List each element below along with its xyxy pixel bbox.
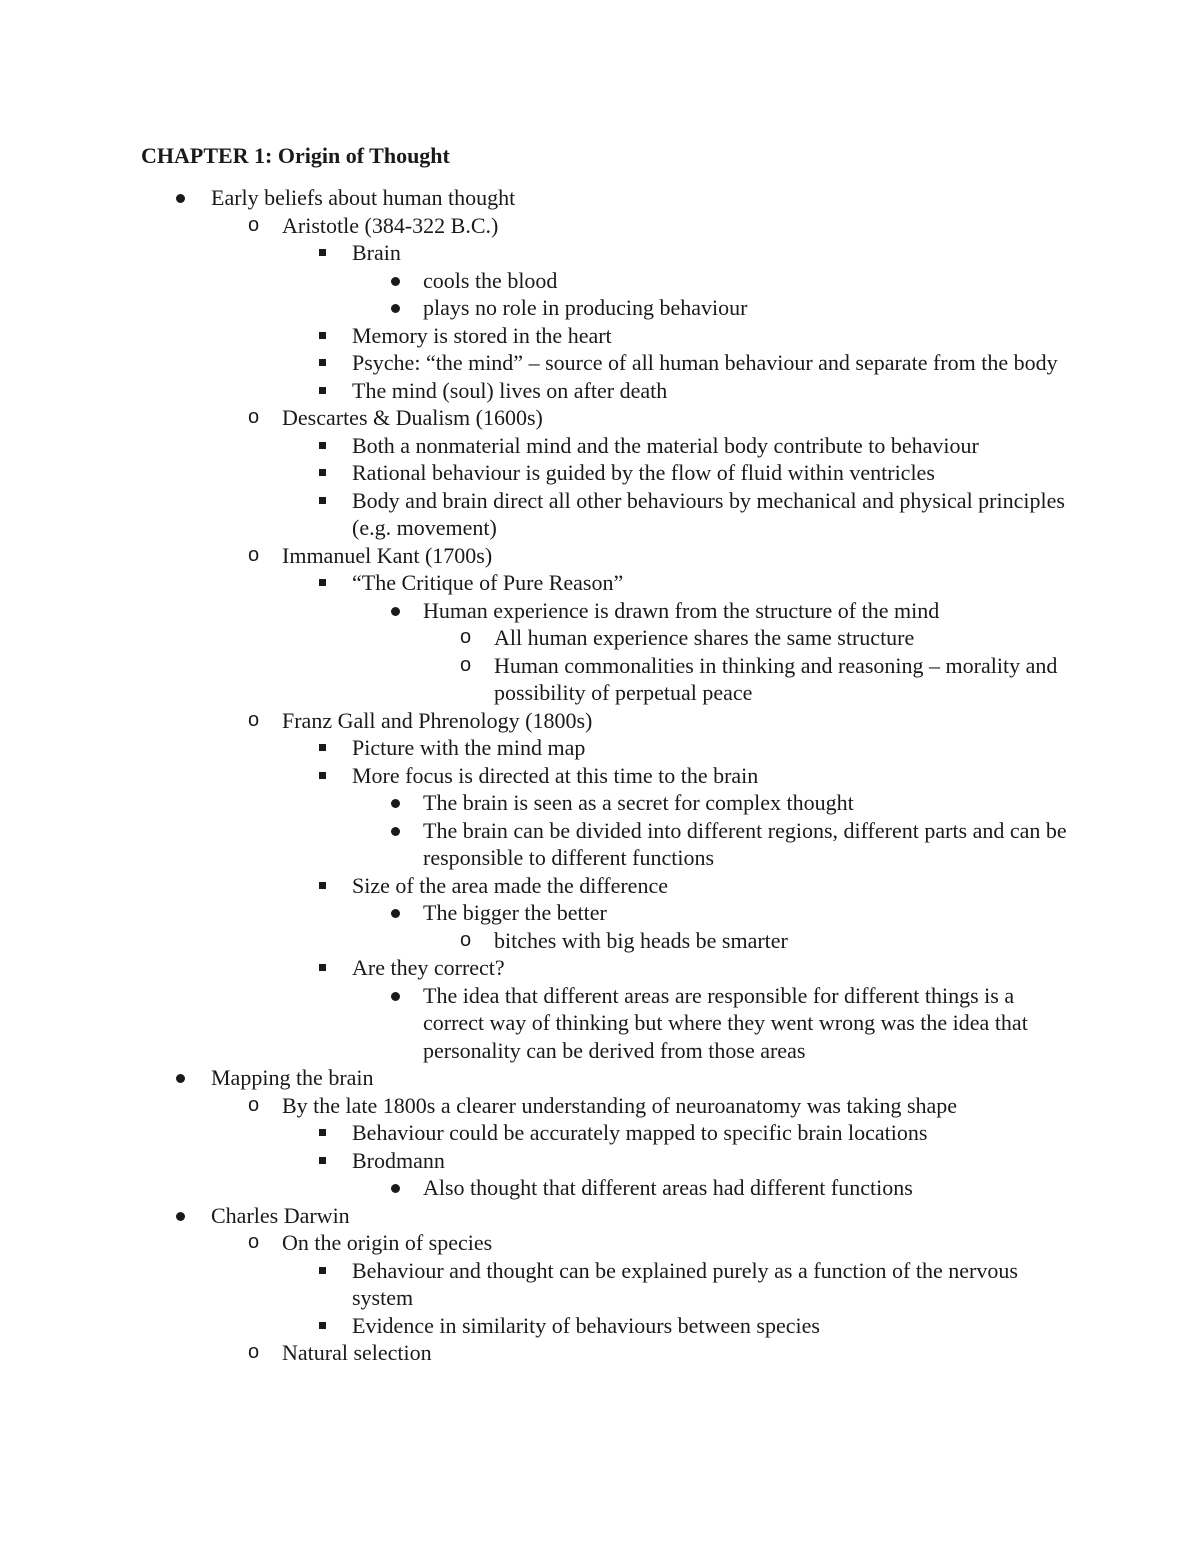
outline-item [0, 762, 1200, 790]
outline-item-text: Behaviour and thought can be explained purely as a function of the nervous system [352, 1257, 1018, 1310]
outline-item [0, 1092, 1200, 1120]
outline-item-text: Brodmann [352, 1147, 445, 1173]
outline-item [0, 1119, 1200, 1147]
outline-item [0, 954, 1200, 982]
outline-item [0, 624, 1200, 652]
outline-item [0, 377, 1200, 405]
outline-item [0, 789, 1200, 817]
outline-item-text: Human commonalities in thinking and reasoning – morality and possibility of perpetual peace [494, 652, 1058, 705]
outline-item-text: cools the blood [423, 267, 558, 293]
outline-item-text: Behaviour could be accurately mapped to specific brain locations [352, 1120, 928, 1145]
outline-item-text: Size of the area made the difference [352, 872, 668, 898]
outline-item [0, 349, 1200, 377]
outline-item [0, 1202, 1200, 1230]
outline-item-text: Both a nonmaterial mind and the material body contribute to behaviour [352, 432, 979, 458]
outline-item [0, 927, 1200, 955]
outline-item [0, 267, 1200, 295]
outline-item [0, 569, 1200, 597]
outline-item-text: Franz Gall and Phrenology (1800s) [282, 707, 593, 733]
outline-item [0, 707, 1200, 735]
outline-item-text: On the origin of species [282, 1230, 493, 1255]
outline-item [0, 817, 1200, 872]
outline-item [0, 239, 1200, 267]
outline-item-text: The brain can be divided into different regions, different parts and can be responsible to different functions [423, 817, 1067, 870]
outline-item [0, 487, 1200, 542]
outline-item [0, 1257, 1200, 1312]
outline-item-text: More focus is directed at this time to the brain [352, 762, 759, 788]
outline-item-text: Also thought that different areas had different functions [423, 1175, 913, 1200]
outline-item [0, 542, 1200, 570]
outline-list [0, 184, 1200, 1367]
outline-item [0, 734, 1200, 762]
outline-item-text: Human experience is drawn from the structure of the mind [423, 597, 940, 623]
outline-item-text: Evidence in similarity of behaviours between species [352, 1312, 820, 1338]
outline-item-text: Aristotle (384-322 B.C.) [282, 212, 499, 238]
outline-item-text: bitches with big heads be smarter [494, 927, 788, 953]
outline-item-text: All human experience shares the same structure [494, 625, 915, 650]
outline-item [0, 982, 1200, 1065]
outline-item-text: plays no role in producing behaviour [423, 295, 748, 320]
outline-item [0, 1064, 1200, 1092]
outline-item-text: Body and brain direct all other behaviours by mechanical and physical principles (e.g. movement) [352, 487, 1065, 540]
outline-item-text: Are they correct? [352, 955, 505, 980]
outline-item [0, 404, 1200, 432]
outline-item [0, 322, 1200, 350]
outline-item-text: The idea that different areas are responsible for different things is a correct way of thinking but where they went wrong was the idea that personality can be derived from those areas [423, 982, 1028, 1063]
outline-item-text: Brain [352, 240, 401, 265]
outline-item [0, 212, 1200, 240]
outline-item-text: “The Critique of Pure Reason” [352, 570, 624, 595]
outline-item-text: The brain is seen as a secret for complex thought [423, 790, 854, 815]
page-title: CHAPTER 1: Origin of Thought [141, 143, 450, 168]
outline-item [0, 432, 1200, 460]
outline-item-text: Picture with the mind map [352, 735, 586, 760]
outline-item [0, 597, 1200, 625]
outline-item-text: Memory is stored in the heart [352, 322, 612, 348]
outline-item [0, 1312, 1200, 1340]
outline-item-text: Immanuel Kant (1700s) [282, 542, 493, 568]
outline-item-text: Charles Darwin [211, 1202, 350, 1228]
outline-item-text: Psyche: “the mind” – source of all human behaviour and separate from the body [352, 350, 1058, 375]
outline-item [0, 459, 1200, 487]
outline-item-text: By the late 1800s a clearer understanding of neuroanatomy was taking shape [282, 1092, 958, 1118]
outline-item [0, 1339, 1200, 1367]
outline-item [0, 294, 1200, 322]
outline-item [0, 184, 1200, 212]
outline-item-text: Descartes & Dualism (1600s) [282, 405, 543, 430]
outline-item [0, 1147, 1200, 1175]
outline-item [0, 1174, 1200, 1202]
outline-item-text: Early beliefs about human thought [211, 185, 516, 210]
outline-item-text: Rational behaviour is guided by the flow of fluid within ventricles [352, 460, 935, 485]
outline-item [0, 872, 1200, 900]
outline-item [0, 1229, 1200, 1257]
outline-item-text: Mapping the brain [211, 1065, 374, 1090]
outline-item-text: Natural selection [282, 1340, 432, 1365]
outline-item-text: The mind (soul) lives on after death [352, 377, 668, 403]
outline-item-text: The bigger the better [423, 900, 607, 925]
outline-item [0, 899, 1200, 927]
outline-item [0, 652, 1200, 707]
